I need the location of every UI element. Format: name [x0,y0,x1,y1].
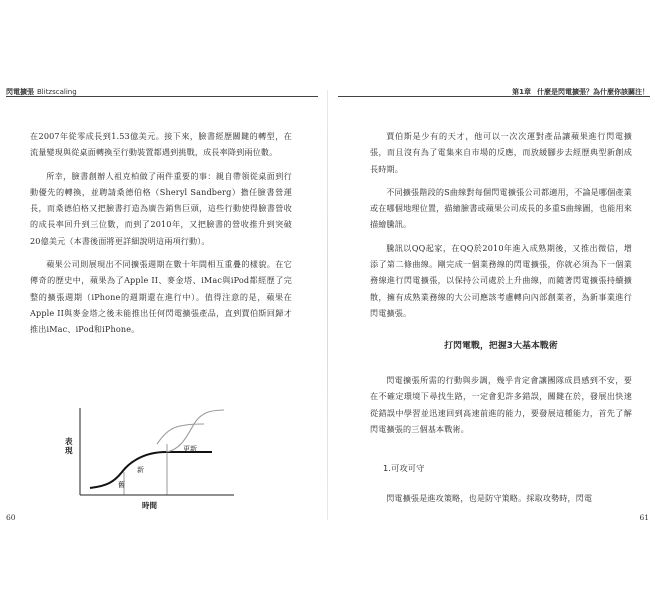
subheading: 1.可攻可守 [383,463,425,473]
curve-label-update: 更新 [183,445,197,453]
right-intro-block [370,128,632,321]
right-paragraph-1: 賈伯斯是少有的天才，他可以一次次運對產品讓蘋果進行閃電擴張，而且沒有為了電集來自市場的反應，而放緩腳步去經歷典型新創成長時期。 [370,131,632,174]
x-axis-label: 時間 [142,501,157,510]
section-body [370,372,632,437]
s-curve-figure [62,392,242,508]
right-paragraph-3: 騰訊以QQ起家，在QQ於2010年進入成熟期後，又推出微信，增添了第二條曲線。剛完成一個業務線的閃電擴張，你就必須為下一個業務線進行閃電擴張，以保持公司處於上升曲線，而隨著閃電擴張持續擴散，擁有成熟業務線的大公司應該考慮轉向內部創業者，為新事業進行閃電擴張。 [370,242,632,318]
y-axis-label: 表現 [65,437,73,455]
phase-label-new: 新 [137,466,144,474]
book-title: 閃電擴張 [6,88,34,96]
first-s-curve [90,452,212,488]
right-paragraph-2: 不同擴張階段的S曲線對每個閃電擴張公司都適用，不論是哪個產業或在哪個地理位置，描繪臉書或蘋果公司成長的多重S曲線圖，也能用來描繪騰訊。 [370,186,632,230]
second-s-curve-upper [157,424,204,444]
chapter-number: 第1章 [512,88,531,96]
last-block [370,490,632,506]
s-curve-chart [62,392,242,508]
section-paragraph-1: 閃電擴張所需的行動與步調，幾乎肯定會讓團隊成員感到不安，要在不確定環境下尋找生路，一定會犯許多錯誤，關鍵在於，發展出快速從錯誤中學習並迅速回到高速前進的能力，要發展這種能力，首先了解閃電擴張的三個基本戰術。 [370,375,632,434]
phase-label-old: 舊 [118,481,125,489]
page-number-left: 60 [6,513,16,522]
left-paragraph-3: 蘋果公司則展現出不同擴張週期在數十年間相互重疊的樣貌。在它傳奇的歷史中，蘋果為了Apple II、麥金塔、iMac與iPod都經歷了完整的擴張週期（iPhone的週期還在進行中）。值得注意的是，蘋果在Apple II與麥金塔之後未能推出任何閃電擴張產品，直到賈伯斯回歸才推出iMac、iPod和iPhone。 [30,259,292,335]
chapter-title: 什麼是閃電擴張？為什麼你該關注！ [537,88,649,96]
left-paragraph-1: 在2007年從零成長到1.53億美元。接下來，臉書經歷關鍵的轉型，在流量變現與從桌面轉換至行動裝置都遇到挑戰，成長率降到兩位數。 [30,131,292,158]
header-rule-left [6,96,318,97]
left-page [30,128,292,338]
book-subtitle: Blitzscaling [37,88,77,96]
section-heading: 打閃電戰，把握3大基本戰術 [444,341,558,351]
page-number-right: 61 [639,513,649,522]
book-gutter [327,90,328,520]
header-rule-right [338,96,650,97]
left-paragraph-2: 所幸，臉書創辦人祖克柏做了兩件重要的事：親自帶領從桌面到行動優先的轉換，並聘請桑德伯格（Sheryl Sandberg）擔任臉書營運長，而桑德伯格又把臉書打造為廣告銷售巨頭，這些行動使得臉書營收的成長率回升到三位數，而到了2010年，又把臉書的營收推升到突破20億美元（本書後面將更詳細說明這兩項行動）。 [30,170,292,246]
last-paragraph: 閃電擴張是進攻策略，也是防守策略。採取攻勢時，閃電 [386,493,593,503]
